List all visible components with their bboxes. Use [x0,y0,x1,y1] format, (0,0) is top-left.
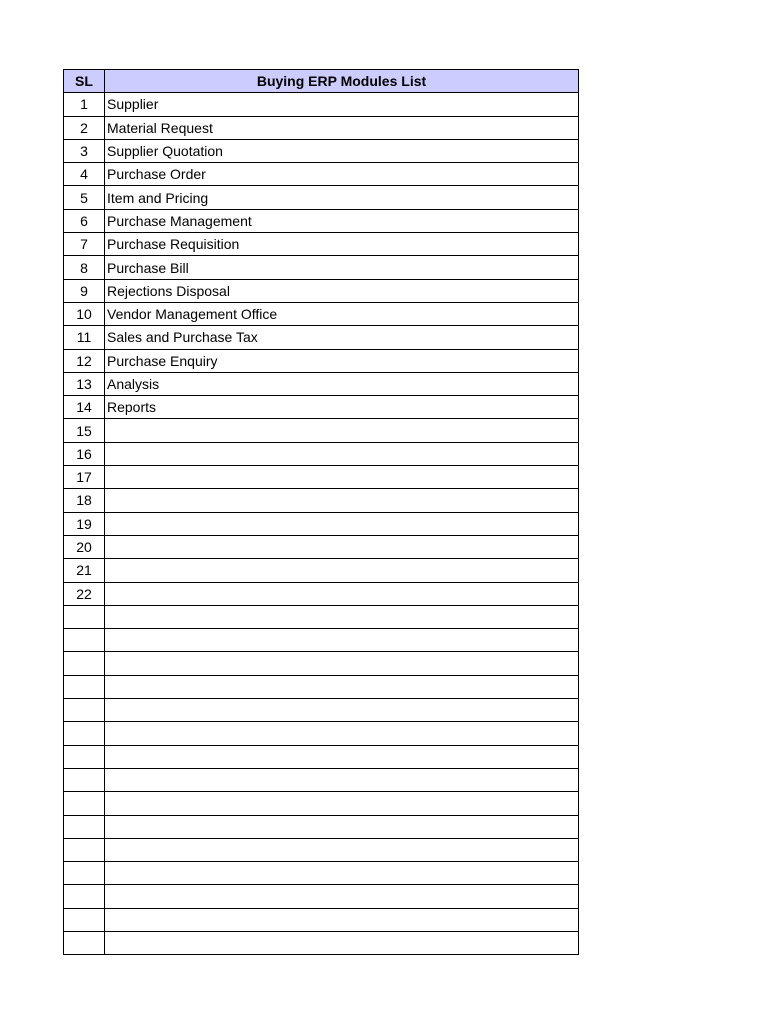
sl-cell[interactable]: 4 [64,163,105,186]
table-row [64,233,579,256]
sl-cell[interactable]: 1 [64,93,105,116]
sl-cell[interactable] [64,931,105,954]
table-row [64,699,579,722]
sl-cell[interactable] [64,862,105,885]
module-name-cell[interactable] [105,629,579,652]
sl-cell[interactable] [64,652,105,675]
table-row [64,256,579,279]
table-row [64,512,579,535]
sl-cell[interactable]: 7 [64,233,105,256]
module-name-cell[interactable]: Rejections Disposal [105,279,579,302]
sl-cell[interactable] [64,675,105,698]
module-name-cell[interactable]: Item and Pricing [105,186,579,209]
table-row [64,722,579,745]
module-name-cell[interactable] [105,815,579,838]
module-name-cell[interactable]: Material Request [105,116,579,139]
module-name-cell[interactable] [105,605,579,628]
module-name-cell[interactable] [105,442,579,465]
sl-cell[interactable]: 20 [64,535,105,558]
module-name-cell[interactable] [105,838,579,861]
table-row [64,396,579,419]
table-row [64,815,579,838]
table-row [64,139,579,162]
sl-cell[interactable] [64,745,105,768]
sl-cell[interactable] [64,792,105,815]
table-row [64,582,579,605]
table-row [64,489,579,512]
table-row [64,163,579,186]
sl-cell[interactable]: 22 [64,582,105,605]
module-name-cell[interactable] [105,908,579,931]
sl-cell[interactable] [64,885,105,908]
table-row [64,605,579,628]
sl-cell[interactable] [64,605,105,628]
table-row [64,326,579,349]
module-name-cell[interactable]: Purchase Order [105,163,579,186]
sl-cell[interactable]: 8 [64,256,105,279]
sl-cell[interactable] [64,815,105,838]
table-row [64,792,579,815]
table-row [64,908,579,931]
module-name-cell[interactable] [105,675,579,698]
table-row [64,629,579,652]
table-row [64,442,579,465]
table-row [64,466,579,489]
module-name-cell[interactable] [105,931,579,954]
module-name-cell[interactable]: Purchase Enquiry [105,349,579,372]
module-name-cell[interactable]: Supplier Quotation [105,139,579,162]
module-name-cell[interactable]: Analysis [105,372,579,395]
sl-cell[interactable] [64,722,105,745]
sl-cell[interactable]: 16 [64,442,105,465]
module-name-cell[interactable]: Supplier [105,93,579,116]
table-row [64,931,579,954]
module-name-cell[interactable] [105,885,579,908]
module-name-cell[interactable]: Sales and Purchase Tax [105,326,579,349]
sl-cell[interactable]: 19 [64,512,105,535]
table-row [64,745,579,768]
module-name-cell[interactable] [105,652,579,675]
sl-cell[interactable]: 17 [64,466,105,489]
module-name-cell[interactable] [105,559,579,582]
sl-cell[interactable]: 15 [64,419,105,442]
table-row [64,93,579,116]
module-name-cell[interactable] [105,862,579,885]
module-name-cell[interactable] [105,466,579,489]
sl-cell[interactable]: 14 [64,396,105,419]
table-row [64,116,579,139]
table-row [64,186,579,209]
module-name-cell[interactable] [105,792,579,815]
table-row [64,279,579,302]
sl-cell[interactable] [64,838,105,861]
module-name-cell[interactable] [105,722,579,745]
sl-cell[interactable]: 21 [64,559,105,582]
table-row [64,768,579,791]
table-row [64,862,579,885]
module-name-cell[interactable]: Purchase Management [105,209,579,232]
module-name-cell[interactable]: Vendor Management Office [105,302,579,325]
module-name-cell[interactable]: Reports [105,396,579,419]
table-row [64,419,579,442]
sl-cell[interactable] [64,699,105,722]
table-row [64,652,579,675]
table-row [64,209,579,232]
table-body [64,93,579,955]
module-name-cell[interactable] [105,768,579,791]
module-name-cell[interactable] [105,512,579,535]
sl-column-header: SL [64,70,105,93]
sl-cell[interactable]: 18 [64,489,105,512]
sl-cell[interactable]: 5 [64,186,105,209]
table-row [64,885,579,908]
table-row [64,675,579,698]
module-name-cell[interactable]: Purchase Requisition [105,233,579,256]
table-row [64,559,579,582]
module-name-cell[interactable] [105,419,579,442]
table-row [64,372,579,395]
module-name-cell[interactable] [105,745,579,768]
sl-cell[interactable]: 11 [64,326,105,349]
table-header-row [64,70,579,93]
sl-cell[interactable]: 12 [64,349,105,372]
module-name-cell[interactable]: Purchase Bill [105,256,579,279]
module-name-cell[interactable] [105,699,579,722]
module-name-cell[interactable] [105,489,579,512]
sl-cell[interactable]: 2 [64,116,105,139]
sl-cell[interactable] [64,908,105,931]
sl-cell[interactable] [64,629,105,652]
table-row [64,838,579,861]
erp-modules-table [63,69,579,955]
table-row [64,302,579,325]
sl-cell[interactable] [64,768,105,791]
sl-cell[interactable]: 6 [64,209,105,232]
module-name-cell[interactable] [105,582,579,605]
table-row [64,349,579,372]
modules-list-title: Buying ERP Modules List [105,70,579,93]
table-row [64,535,579,558]
sl-cell[interactable]: 3 [64,139,105,162]
sl-cell[interactable]: 10 [64,302,105,325]
sl-cell[interactable]: 13 [64,372,105,395]
module-name-cell[interactable] [105,535,579,558]
sl-cell[interactable]: 9 [64,279,105,302]
